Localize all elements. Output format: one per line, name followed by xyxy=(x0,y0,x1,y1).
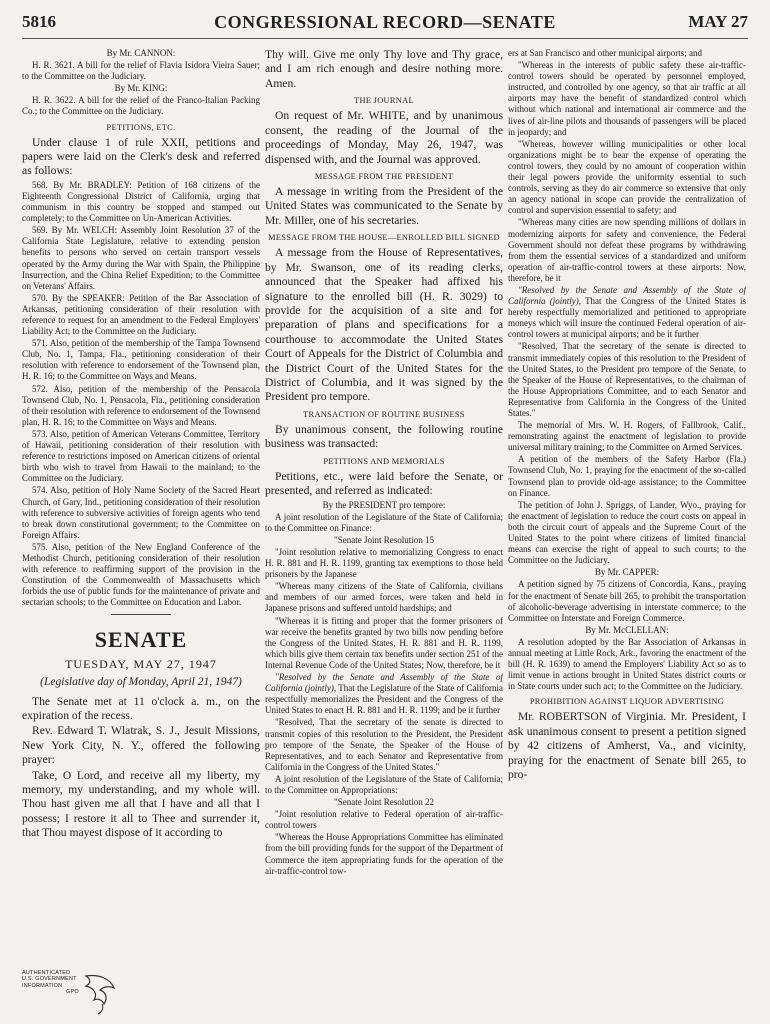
paragraph: The Senate met at 11 o'clock a. m., on the expiration of the recess. xyxy=(22,694,260,722)
divider xyxy=(111,614,171,615)
resolution-title: "Senate Joint Resolution 22 xyxy=(334,797,434,808)
sponsor-line: By the PRESIDENT pro tempore: xyxy=(322,499,446,510)
paragraph: The petition of John J. Spriggs, of Lander, Wyo., praying for the enactment of legislation to reduce the court costs on appeal in both the circuit court of appeals and the Supreme Court of the United States to the point where citizens of limited financial means can exercise the right of appeal to such courts; to the Committee on the Judiciary. xyxy=(508,499,746,566)
resolution-text: "Whereas many citizens of the State of California, civilians and members of our armed forces, were taken and held in Japanese prisons and suffered untold hardships; and xyxy=(265,581,503,614)
bill-entry: H. R. 3621. A bill for the relief of Flavia Isidora Vieira Sauer; to the Committee on the Judiciary. xyxy=(22,60,260,82)
column-2 xyxy=(265,48,503,1000)
petition-entry: 575. Also, petition of the New England Conference of the Methodist Church, petitioning consideration of their resolution with reference to reaffirming support of the provision in the Constitution of the Commonwealth of Massachusetts which forbids the use of public funds for the maintenance of private and sectarian schools; to the Committee on Education and Labor. xyxy=(22,541,260,608)
paragraph: A joint resolution of the Legislature of the State of California; to the Committee on Finance: xyxy=(265,511,503,533)
paragraph: On request of Mr. WHITE, and by unanimous consent, the reading of the Journal of the proceedings of Monday, May 26, 1947, was dispensed with, and the Journal was approved. xyxy=(265,109,503,166)
resolution-text xyxy=(265,672,503,716)
resolution-text: ers at San Francisco and other municipal airports; and xyxy=(508,48,702,58)
resolution-text: "Whereas in the interests of public safety these air-traffic-control towers should be operated by personnel employed, instructed, and controlled by one agency, so that air traffic at all airports may have the benefit of standardized control which without which national and international air commerce and the lives of air-line pilots and thousands of passengers will be placed in jeopardy; and xyxy=(508,60,746,137)
sponsor-line: By Mr. McCLELLAN: xyxy=(585,624,669,635)
sponsor-line: By Mr. CAPPER: xyxy=(594,567,660,578)
paragraph: Petitions, etc., were laid before the Senate, or presented, and referred as indicated: xyxy=(265,469,503,498)
section-heading: MESSAGE FROM THE HOUSE—ENROLLED BILL SIGNED xyxy=(268,233,500,243)
resolution-text xyxy=(508,285,746,340)
section-heading: TRANSACTION OF ROUTINE BUSINESS xyxy=(303,409,465,419)
gpo-authentication-seal xyxy=(22,970,132,1016)
legislative-day: (Legislative day of Monday, April 21, 1947) xyxy=(40,675,242,688)
sponsor-line: By Mr. CANNON: xyxy=(106,48,176,58)
prayer-text: Take, O Lord, and receive all my liberty, my memory, my understanding, and my whole will. Thou hast given me all that I have and all that I possess; I restore it all to Thee and surrender it, that Thou mayest dispose of it according to xyxy=(22,768,260,840)
section-heading: PROHIBITION AGAINST LIQUOR ADVERTISING xyxy=(529,697,725,707)
resolution-text: "Resolved, That the secretary of the senate is directed to transmit immediately copies of this resolution to the President of the United States, to the President pro tempore of the Senate, to the Speaker of the House of Representatives, to the chairman of the House Appropriations Committee, and to each Senator and Representative from California in the Congress of the United States." xyxy=(508,341,746,418)
paragraph: A message from the House of Representatives, by Mr. Swanson, one of its reading clerks, announced that the Speaker had affixed his signature to the enrolled bill (H. R. 3029) to provide for the acquisition of a site and for preparation of plans and specifications for a courthouse to accommodate the United States Court of Appeals for the District of Columbia and the District Court of the United States for the District of Columbia, and it was signed by the President pro tempore. xyxy=(265,246,503,404)
paragraph: A joint resolution of the Legislature of the State of California; to the Committee on Appropriations: xyxy=(265,773,503,795)
paragraph: Mr. ROBERTSON of Virginia. Mr. President, I ask unanimous consent to present a petition signed by 42 citizens of Amherst, Va., and vicinity, praying for the enactment of Senate bill 265, to pro- xyxy=(508,710,746,782)
publication-title: CONGRESSIONAL RECORD—SENATE xyxy=(214,12,556,32)
column-3 xyxy=(508,48,746,1000)
paragraph: Under clause 1 of rule XXII, petitions and papers were laid on the Clerk's desk and referred as follows: xyxy=(22,135,260,178)
seal-line: AUTHENTICATED xyxy=(22,970,71,976)
petition-entry: 572. Also, petition of the membership of the Pensacola Townsend Club, No. 1, Pensacola, Fla., petitioning consideration of their resolution with reference to endorsement of the Townsend plan, H. R. 16; to the Committee on Ways and Means. xyxy=(22,383,260,427)
section-heading: PETITIONS AND MEMORIALS xyxy=(323,456,445,466)
section-heading: PETITIONS, ETC. xyxy=(106,122,176,132)
petition-entry: 574. Also, petition of Holy Name Society of the Sacred Heart Church, of Gary, Ind., petitioning consideration of their resolution with reference to subversive activities of foreign agents who tend to break down constitutional government; to the Committee on Foreign Affairs. xyxy=(22,485,260,540)
header-date: MAY 27 xyxy=(688,12,748,31)
resolved-clause: "Resolved by the Senate and Assembly of the State of California (jointly), xyxy=(508,284,746,307)
resolved-text: That the Legislature of the State of California respectfully memorializes the President and the Congress of the United States to enact H. R. 881 and H. R. 1199; and be it further xyxy=(265,683,503,716)
paragraph: A petition signed by 75 citizens of Concordia, Kans., praying for the enactment of Senate bill 265, to prohibit the transportation of alcoholic-beverage advertising in interstate commerce; to the Committee on Interstate and Foreign Commerce. xyxy=(508,579,746,623)
resolution-text: "Whereas it is fitting and proper that the former prisoners of war receive the benefits granted by two bills now pending before the Congress of the United States, H. R. 881 and H. R. 1199, which bills give them certain tax benefits under section 251 of the Internal Revenue Code of the United States; Now, therefore, be it xyxy=(265,615,503,670)
column-1 xyxy=(22,48,260,1000)
senate-title: SENATE xyxy=(94,627,188,653)
petition-entry: 570. By the SPEAKER: Petition of the Bar Association of Arkansas, petitioning consideration of their resolution with reference to request for an amendment to the Federal Employers' Liability Act; to the Committee on the Judiciary. xyxy=(22,292,260,337)
paragraph: A message in writing from the President of the United States was communicated to the Senate by Mr. Miller, one of his secretaries. xyxy=(265,185,503,227)
page-number: 5816 xyxy=(22,12,56,31)
resolved-clause: "Resolved by the Senate and Assembly of the State of California (jointly), xyxy=(265,672,503,694)
petition-entry: 568. By Mr. BRADLEY: Petition of 168 citizens of the Eighteenth Congressional District of California, urging that communism in this country be stopped and stamped out completely; to the Committee on Un-American Activities. xyxy=(22,179,260,224)
seal-line: U.S. GOVERNMENT xyxy=(22,976,77,983)
eagle-logo-icon xyxy=(80,970,120,1016)
resolution-text: "Joint resolution relative to memorializing Congress to enact H. R. 881 and H. R. 1199, granting tax exemptions to those held prisoners by the Japanese xyxy=(265,547,503,580)
resolved-text: That the Congress of the United States is hereby respectfully memorialized and petitioned to appropriate moneys which will insure the continued Federal operation of air-control towers at municipal airports; and be it further xyxy=(508,296,746,340)
resolution-title: "Senate Joint Resolution 15 xyxy=(334,534,434,545)
paragraph: A resolution adopted by the Bar Association of Arkansas in annual meeting at Little Rock, Ark., favoring the enactment of the bill (H. R. 1639) to amend the Employers' Liability Act so as to limit venue in actions brought in United States district courts or in State courts under such act; to the Committee on the Judiciary. xyxy=(508,636,746,692)
petition-entry: 569. By Mr. WELCH: Assembly Joint Resolution 37 of the California State Legislature, relative to extending pension benefits to persons who served on certain transport vessels operated by the Army during the War with Spain, the Philippine Insurrection, and the China Relief Expedition; to the Committee on Veterans' Affairs. xyxy=(22,225,260,291)
paragraph: By unanimous consent, the following routine business was transacted: xyxy=(265,422,503,451)
resolution-text: "Whereas, however willing municipalities or other local organizations might be to bear the expense of operating the control towers, they could by no amount of cooperation within their legal powers provide the uniformity essential to such controls, serving as they do air commerce so extensive that only an agency national in scope can provide the centralization of control and supervision essential to safety; and xyxy=(508,138,746,216)
petition-entry: 573. Also, petition of American Veterans Committee, Territory of Hawaii, petitioning consideration of their resolution with reference to restrictions imposed on American citizens of oriental birth who wish to travel from Hawaii to the mainland; to the Committee on the Judiciary. xyxy=(22,428,260,484)
resolution-text: "Whereas many cities are now spending millions of dollars in modernizing airports for safety and convenience, the Federal Government should not defeat these programs by withdrawing from them the essential services of a standardized and uniform operation of air-traffic-control towers at these airports: Now, therefore, be it xyxy=(508,217,746,283)
prayer-text: Thy will. Give me only Thy love and Thy grace, and I am rich enough and desire nothing more. Amen. xyxy=(265,48,503,90)
resolution-text: "Resolved, That the secretary of the senate is directed to transmit copies of this resolution to the President, the President pro tempore of the Senate, the Speaker of the House of Representatives, and to each Senator and Representative from California in the Congress of the United States." xyxy=(265,717,503,772)
resolution-text: "Joint resolution relative to Federal operation of air-traffic-control towers xyxy=(265,809,503,831)
resolution-text: "Whereas the House Appropriations Committee has eliminated from the bill providing funds for the support of the Department of Commerce the item appropriating funds for the operation of the air-traffic-control tow- xyxy=(265,832,503,876)
petition-entry: 571. Also, petition of the membership of the Tampa Townsend Club, No. 1, Tampa, Fla., petitioning consideration of their resolution with reference to endorsement of the Townsend plan, H. R. 16; to the Committee on Ways and Means. xyxy=(22,338,260,382)
section-heading: MESSAGE FROM THE PRESIDENT xyxy=(314,171,454,181)
seal-line: INFORMATION xyxy=(22,982,63,989)
seal-line: GPO xyxy=(66,989,79,996)
bill-entry: H. R. 3622. A bill for the relief of the Franco-Italian Packing Co.; to the Committee on the Judiciary. xyxy=(22,95,260,117)
paragraph: The memorial of Mrs. W. H. Rogers, of Fallbrook, Calif., remonstrating against the enactment of legislation to provide universal military training; to the Committee on Armed Services. xyxy=(508,420,746,453)
session-date: TUESDAY, MAY 27, 1947 xyxy=(65,657,217,672)
section-heading: THE JOURNAL xyxy=(354,96,414,106)
paragraph: A petition of the members of the Safety Harbor (Fla.) Townsend Club, No. 1, praying for the enactment of the so-called Townsend plan to provide old-age assistance; to the Committee on Finance. xyxy=(508,454,746,498)
paragraph: Rev. Edward T. Wlatrak, S. J., Jesuit Missions, New York City, N. Y., offered the following prayer: xyxy=(22,724,260,767)
page-header xyxy=(22,12,748,39)
sponsor-line: By Mr. KING: xyxy=(114,83,168,94)
